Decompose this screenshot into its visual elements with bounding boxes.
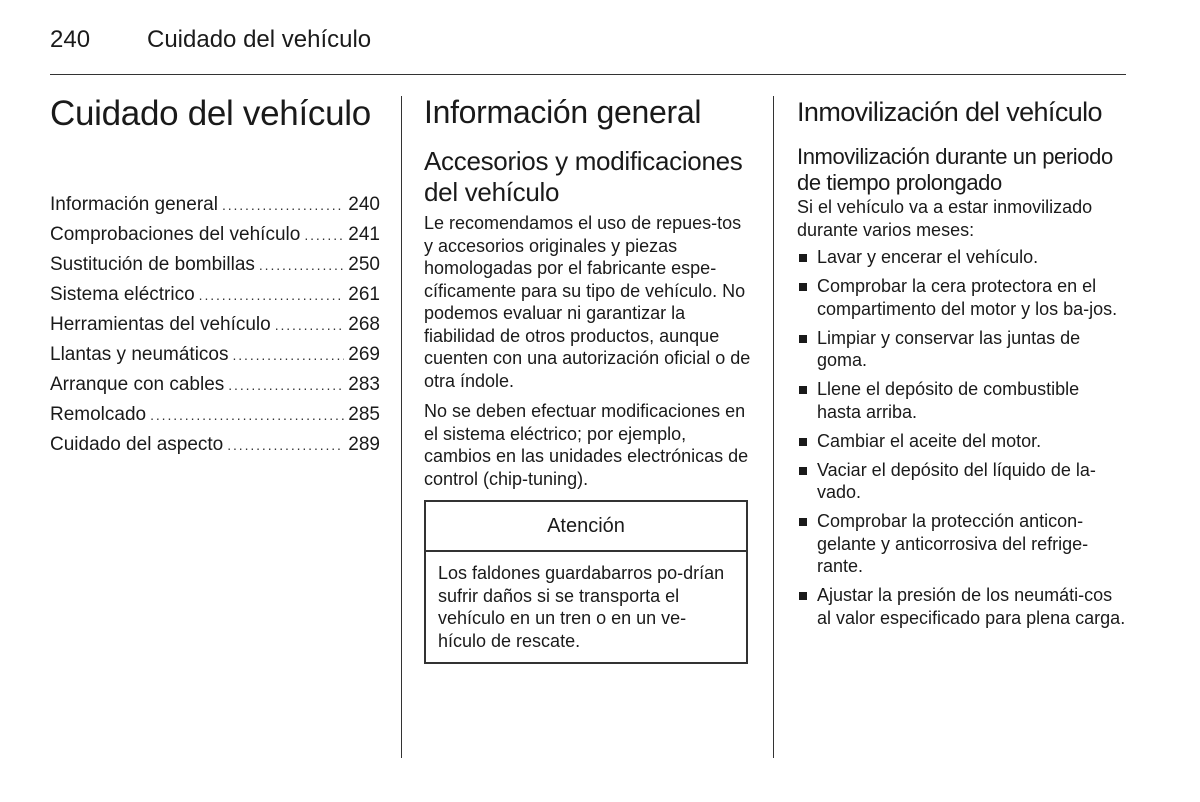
subsection-title: Inmovilización durante un periodo de tiempo prolongado (797, 144, 1113, 195)
attention-box (424, 500, 748, 664)
section-title: Información general (424, 94, 702, 130)
toc-label: Arranque con cables (50, 374, 225, 395)
bullet-square-icon (799, 467, 807, 475)
toc-label: Remolcado (50, 404, 147, 425)
toc-page: 261 (348, 284, 380, 305)
bullet-square-icon (799, 438, 807, 446)
list-item (797, 378, 1127, 423)
list-item (797, 275, 1127, 320)
paragraph: No se deben efectuar modificaciones en el sistema eléctrico; por ejemplo, cambios en las unidades electrónicas de control (chip-tuning). (424, 401, 749, 489)
section-title: Inmovilización del vehículo (797, 97, 1102, 127)
toc-entry[interactable] (50, 250, 380, 280)
toc-leader (150, 401, 344, 430)
subsection-title: Accesorios y modificaciones del vehículo (424, 146, 743, 207)
toc-entry[interactable] (50, 430, 380, 460)
toc-leader (233, 341, 345, 370)
running-chapter-title: Cuidado del vehículo (147, 26, 372, 53)
toc-label: Herramientas del vehículo (50, 314, 271, 335)
list-item-text: Ajustar la presión de los neumáti-cos al valor especificado para plena carga. (817, 585, 1126, 628)
toc-entry[interactable] (50, 190, 380, 220)
column-contents (50, 92, 380, 460)
toc-page: 241 (348, 224, 380, 245)
list-item (797, 430, 1127, 453)
column-divider-1 (401, 96, 402, 758)
table-of-contents (50, 190, 380, 460)
toc-label: Cuidado del aspecto (50, 434, 224, 455)
list-item-text: Comprobar la protección anticon-gelante y anticorrosiva del refrige-rante. (817, 511, 1089, 576)
paragraph: Le recomendamos el uso de repues-tos y accesorios originales y piezas homologadas por el fabricante espe-cíficamente para su tipo de vehículo. No podemos evaluar ni garantizar la fiabilidad de otros productos, aunque cuenten con una autorización oficial o de otra índole. (424, 213, 751, 391)
attention-text: Los faldones guardabarros po-drían sufrir daños si se transporta el vehículo en un tren o en un ve-hículo de rescate. (438, 563, 725, 651)
toc-page: 250 (348, 254, 380, 275)
toc-label: Comprobaciones del vehículo (50, 224, 301, 245)
toc-entry[interactable] (50, 220, 380, 250)
toc-entry[interactable] (50, 280, 380, 310)
attention-heading: Atención (426, 502, 746, 552)
toc-label: Información general (50, 194, 218, 215)
toc-leader (228, 371, 344, 400)
toc-leader (304, 221, 344, 250)
list-item (797, 327, 1127, 372)
toc-entry[interactable] (50, 400, 380, 430)
toc-entry[interactable] (50, 340, 380, 370)
list-item-text: Vaciar el depósito del líquido de la-vado. (817, 459, 1096, 502)
toc-page: 240 (348, 194, 380, 215)
list-item-text: Llene el depósito de combustible hasta arriba. (817, 379, 1080, 422)
list-item-text: Cambiar el aceite del motor. (817, 430, 1042, 451)
toc-page: 283 (348, 374, 380, 395)
toc-label: Sistema eléctrico (50, 284, 195, 305)
toc-page: 268 (348, 314, 380, 335)
list-item (797, 584, 1127, 629)
bullet-square-icon (799, 254, 807, 262)
toc-page: 285 (348, 404, 380, 425)
toc-entry[interactable] (50, 310, 380, 340)
header-rule (50, 74, 1126, 75)
toc-leader (227, 431, 344, 460)
bullet-square-icon (799, 283, 807, 291)
bullet-square-icon (799, 518, 807, 526)
column-divider-2 (773, 96, 774, 758)
checklist (797, 246, 1127, 629)
toc-leader (199, 281, 345, 310)
list-item-text: Lavar y encerar el vehículo. (817, 247, 1039, 267)
bullet-square-icon (799, 335, 807, 343)
toc-leader (275, 311, 345, 340)
bullet-square-icon (799, 592, 807, 600)
toc-page: 269 (348, 344, 380, 365)
toc-page: 289 (348, 434, 380, 455)
list-item-text: Limpiar y conservar las juntas de goma. (817, 327, 1081, 370)
toc-leader (259, 251, 344, 280)
column-immobilization (797, 92, 1127, 636)
list-item (797, 459, 1127, 504)
toc-leader (222, 191, 344, 220)
toc-entry[interactable] (50, 370, 380, 400)
page-header (50, 26, 371, 54)
page-number: 240 (50, 26, 91, 53)
toc-label: Llantas y neumáticos (50, 344, 229, 365)
chapter-title: Cuidado del vehículo (50, 94, 371, 133)
bullet-square-icon (799, 386, 807, 394)
list-item (797, 246, 1127, 269)
toc-label: Sustitución de bombillas (50, 254, 255, 275)
column-general-info (424, 92, 752, 664)
list-item (797, 510, 1127, 578)
list-item-text: Comprobar la cera protectora en el compartimento del motor y los ba-jos. (817, 276, 1118, 319)
intro-paragraph: Si el vehículo va a estar inmovilizado durante varios meses: (797, 197, 1093, 240)
